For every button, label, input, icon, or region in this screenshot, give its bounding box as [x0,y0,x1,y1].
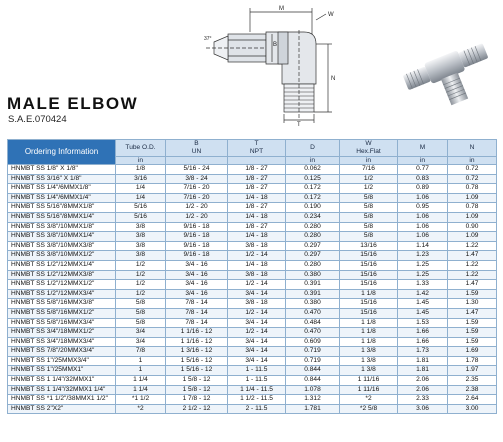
tube-od-cell: 5/8 [116,308,166,318]
w-hex-cell: 15/16 [340,260,398,270]
ordering-code-cell: HNMBT SS 5/16"/8MMX1/4" [8,212,116,222]
tube-od-cell: 5/16 [116,212,166,222]
table-row [8,184,497,194]
t-thread-cell: 1 - 11.5 [228,366,286,376]
ordering-code-cell: HNMBT SS 1/2"/12MMX1/2" [8,280,116,290]
ordering-code-cell: HNMBT SS 7/8"/20MMX3/4" [8,347,116,357]
m-value-cell: 0.89 [398,184,448,194]
b-thread-cell: 3/4 - 16 [166,289,228,299]
m-value-cell: 1.45 [398,308,448,318]
ordering-code-cell: HNMBT SS 3/16" X 1/8" [8,174,116,184]
m-value-cell: 2.33 [398,395,448,405]
ordering-code-cell: HNMBT SS 1/2"/12MMX3/8" [8,270,116,280]
w-hex-cell: 1 1/8 [340,328,398,338]
b-thread-cell: 3/4 - 16 [166,260,228,270]
b-thread-cell: 3/4 - 16 [166,270,228,280]
d-value-cell: 0.297 [286,251,340,261]
header-row [8,140,497,157]
t-thread-cell: 3/4 - 14 [228,318,286,328]
ordering-code-cell: HNMBT SS 5/16"/8MMX1/8" [8,203,116,213]
n-value-cell: 1.09 [448,212,497,222]
product-photo [398,22,498,118]
w-hex-cell: 5/8 [340,232,398,242]
tube-od-cell: 1/8 [116,165,166,175]
tube-od-cell: 1 1/4 [116,376,166,386]
n-value-cell: 1.22 [448,241,497,251]
dim-t-label: T [297,122,301,126]
n-value-cell: 2.35 [448,376,497,386]
t-thread-cell: 1/2 - 14 [228,280,286,290]
unit-cell: in [340,157,398,165]
table-row [8,280,497,290]
tube-od-cell: 3/8 [116,241,166,251]
n-value-cell: 2.38 [448,385,497,395]
m-value-cell: 1.14 [398,241,448,251]
spec-table [7,139,497,414]
d-value-cell: 0.172 [286,193,340,203]
tube-od-cell: 5/8 [116,318,166,328]
dim-m-label: M [279,6,284,12]
tube-od-cell: 1/2 [116,280,166,290]
m-value-cell: 0.95 [398,203,448,213]
w-hex-cell: 1 3/8 [340,347,398,357]
table-row [8,241,497,251]
t-thread-cell: 2 - 11.5 [228,404,286,414]
b-thread-cell: 7/8 - 14 [166,308,228,318]
n-value-cell: 0.72 [448,174,497,184]
d-value-cell: 0.470 [286,308,340,318]
w-hex-cell: 15/16 [340,251,398,261]
tube-od-cell: 5/8 [116,299,166,309]
product-title: MALE ELBOW [7,94,139,113]
ordering-code-cell: HNMBT SS 3/8"/10MMX3/8" [8,241,116,251]
table-row [8,212,497,222]
d-value-cell: 0.280 [286,222,340,232]
dim-b-label: B [273,42,278,48]
b-thread-cell: 1 1/16 - 12 [166,328,228,338]
b-thread-cell: 1 5/16 - 12 [166,356,228,366]
ordering-code-cell: HNMBT SS 1/8" X 1/8" [8,165,116,175]
unit-cell [166,157,228,165]
table-row [8,404,497,414]
b-thread-cell: 9/16 - 18 [166,222,228,232]
table-row [8,193,497,203]
ordering-code-cell: HNMBT SS 3/8"/10MMX1/4" [8,232,116,242]
w-hex-cell: 5/8 [340,222,398,232]
table-row [8,318,497,328]
t-thread-cell: 3/4 - 14 [228,356,286,366]
n-value-cell: 1.59 [448,318,497,328]
t-thread-cell: 1/8 - 27 [228,184,286,194]
n-value-cell: 1.22 [448,260,497,270]
n-value-cell: 1.78 [448,356,497,366]
b-thread-cell: 1/2 - 20 [166,212,228,222]
tube-od-cell: 3/8 [116,232,166,242]
m-value-cell: 1.06 [398,212,448,222]
t-thread-cell: 1 - 11.5 [228,376,286,386]
w-hex-cell: 1/2 [340,184,398,194]
t-thread-cell: 3/8 - 18 [228,299,286,309]
d-value-cell: 0.297 [286,241,340,251]
ordering-code-cell: HNMBT SS 3/8"/10MMX1/8" [8,222,116,232]
elbow-technical-drawing [200,2,378,126]
unit-cell: in [448,157,497,165]
ordering-code-cell: HNMBT SS 1/4"/6MMX1/4" [8,193,116,203]
ordering-code-cell: HNMBT SS 1 1/4"/32MMX1" [8,376,116,386]
d-value-cell: 0.125 [286,174,340,184]
w-hex-cell: 1 3/8 [340,366,398,376]
w-hex-cell: *2 [340,395,398,405]
d-value-cell: 0.190 [286,203,340,213]
d-value-cell: 1.078 [286,385,340,395]
m-value-cell: 1.23 [398,251,448,261]
header-w: W Hex.Flat [340,140,398,157]
d-value-cell: 0.280 [286,260,340,270]
tube-od-cell: 1/4 [116,193,166,203]
t-thread-cell: 3/4 - 14 [228,289,286,299]
w-hex-cell: 15/16 [340,280,398,290]
header-ordering: Ordering Information [8,140,116,165]
ordering-code-cell: HNMBT SS 1/2"/12MMX1/4" [8,260,116,270]
b-thread-cell: 7/16 - 20 [166,184,228,194]
n-value-cell: 1.30 [448,299,497,309]
ordering-code-cell: HNMBT SS 5/8"/16MMX1/2" [8,308,116,318]
w-hex-cell: 1 1/8 [340,337,398,347]
table-row [8,376,497,386]
unit-cell: in [286,157,340,165]
d-value-cell: 1.312 [286,395,340,405]
n-value-cell: 0.90 [448,222,497,232]
tube-od-cell: 5/16 [116,203,166,213]
w-hex-cell: 13/16 [340,241,398,251]
t-thread-cell: 1/8 - 27 [228,203,286,213]
t-thread-cell: 1/4 - 18 [228,193,286,203]
d-value-cell: 0.062 [286,165,340,175]
d-value-cell: 0.391 [286,289,340,299]
m-value-cell: 1.33 [398,280,448,290]
n-value-cell: 1.97 [448,366,497,376]
t-thread-cell: 1/4 - 18 [228,212,286,222]
tube-od-cell: 3/8 [116,251,166,261]
header-tube-od: Tube O.D. [116,140,166,157]
header-t: T NPT [228,140,286,157]
table-row [8,356,497,366]
w-hex-cell: *2 5/8 [340,404,398,414]
product-code: S.A.E.070424 [8,114,67,125]
w-hex-cell: 1/2 [340,174,398,184]
ordering-code-cell: HNMBT SS 3/4"/18MMX3/4" [8,337,116,347]
t-thread-cell: 1/8 - 27 [228,222,286,232]
w-hex-cell: 5/8 [340,193,398,203]
tube-od-cell: 7/8 [116,347,166,357]
m-value-cell: 1.81 [398,366,448,376]
m-value-cell: 1.66 [398,337,448,347]
ordering-code-cell: HNMBT SS 5/8"/16MMX3/4" [8,318,116,328]
m-value-cell: 1.45 [398,299,448,309]
n-value-cell: 1.47 [448,251,497,261]
table-row [8,174,497,184]
b-thread-cell: 1 1/16 - 12 [166,337,228,347]
t-thread-cell: 1/8 - 27 [228,165,286,175]
m-value-cell: 1.42 [398,289,448,299]
ordering-code-cell: HNMBT SS 1/4"/6MMX1/8" [8,184,116,194]
d-value-cell: 0.391 [286,280,340,290]
header-m: M [398,140,448,157]
unit-cell: in [398,157,448,165]
w-hex-cell: 15/16 [340,299,398,309]
d-value-cell: 0.280 [286,232,340,242]
w-hex-cell: 1 11/16 [340,385,398,395]
t-thread-cell: 3/8 - 18 [228,270,286,280]
m-value-cell: 0.83 [398,174,448,184]
n-value-cell: 1.69 [448,347,497,357]
m-value-cell: 1.81 [398,356,448,366]
b-thread-cell: 7/8 - 14 [166,318,228,328]
b-thread-cell: 3/8 - 24 [166,174,228,184]
b-thread-cell: 3/4 - 16 [166,280,228,290]
t-thread-cell: 1/8 - 27 [228,174,286,184]
w-hex-cell: 15/16 [340,270,398,280]
ordering-code-cell: HNMBT SS 1"/25MMX3/4" [8,356,116,366]
table-row [8,337,497,347]
table-row [8,308,497,318]
m-value-cell: 1.06 [398,232,448,242]
ordering-code-cell: HNMBT SS 2"X2" [8,404,116,414]
b-thread-cell: 9/16 - 18 [166,251,228,261]
b-thread-cell: 5/16 - 24 [166,165,228,175]
tube-od-cell: 3/16 [116,174,166,184]
table-row [8,203,497,213]
tube-od-cell: 1 1/4 [116,385,166,395]
tube-od-cell: 1 [116,366,166,376]
ordering-code-cell: HNMBT SS 3/4"/18MMX1/2" [8,328,116,338]
table-row [8,251,497,261]
m-value-cell: 1.66 [398,328,448,338]
table-row [8,385,497,395]
tube-od-cell: 3/8 [116,222,166,232]
n-value-cell: 1.09 [448,193,497,203]
tube-od-cell: *2 [116,404,166,414]
ordering-code-cell: HNMBT SS *1 1/2"/38MMX1 1/2" [8,395,116,405]
w-hex-cell: 15/16 [340,308,398,318]
n-value-cell: 1.22 [448,270,497,280]
n-value-cell: 1.59 [448,328,497,338]
tube-od-cell: 1/2 [116,270,166,280]
m-value-cell: 1.73 [398,347,448,357]
t-thread-cell: 1 1/4 - 11.5 [228,385,286,395]
dim-w-label: W [328,12,334,18]
n-value-cell: 3.00 [448,404,497,414]
d-value-cell: 0.719 [286,347,340,357]
n-value-cell: 1.47 [448,280,497,290]
w-hex-cell: 1 11/16 [340,376,398,386]
d-value-cell: 1.781 [286,404,340,414]
header-n: N [448,140,497,157]
t-thread-cell: 1/2 - 14 [228,308,286,318]
m-value-cell: 1.06 [398,193,448,203]
w-hex-cell: 1 1/8 [340,289,398,299]
m-value-cell: 3.06 [398,404,448,414]
ordering-code-cell: HNMBT SS 1"/25MMX1" [8,366,116,376]
m-value-cell: 1.53 [398,318,448,328]
d-value-cell: 0.380 [286,299,340,309]
w-hex-cell: 5/8 [340,203,398,213]
m-value-cell: 1.06 [398,222,448,232]
tube-od-cell: 1/2 [116,260,166,270]
table-row [8,299,497,309]
w-hex-cell: 5/8 [340,212,398,222]
t-thread-cell: 3/8 - 18 [228,241,286,251]
tube-od-cell: 1/2 [116,289,166,299]
table-row [8,232,497,242]
table-row [8,366,497,376]
table-row [8,395,497,405]
n-value-cell: 1.59 [448,289,497,299]
t-thread-cell: 1/2 - 14 [228,328,286,338]
m-value-cell: 0.77 [398,165,448,175]
unit-cell [228,157,286,165]
b-thread-cell: 1 5/8 - 12 [166,385,228,395]
dim-angle-label: 37° [204,36,212,42]
table-row [8,328,497,338]
ordering-code-cell: HNMBT SS 3/8"/10MMX1/2" [8,251,116,261]
b-thread-cell: 7/16 - 20 [166,193,228,203]
d-value-cell: 0.484 [286,318,340,328]
d-value-cell: 0.234 [286,212,340,222]
table-row [8,165,497,175]
b-thread-cell: 9/16 - 18 [166,241,228,251]
t-thread-cell: 1/4 - 18 [228,232,286,242]
n-value-cell: 1.59 [448,337,497,347]
tube-od-cell: 1/4 [116,184,166,194]
table-row [8,260,497,270]
d-value-cell: 0.844 [286,366,340,376]
table-row [8,289,497,299]
n-value-cell: 0.78 [448,203,497,213]
spec-table-body [8,165,497,414]
n-value-cell: 0.78 [448,184,497,194]
tube-od-cell: 1 [116,356,166,366]
tube-od-cell: *1 1/2 [116,395,166,405]
b-thread-cell: 7/8 - 14 [166,299,228,309]
table-row [8,270,497,280]
n-value-cell: 1.47 [448,308,497,318]
t-thread-cell: 1/2 - 14 [228,251,286,261]
m-value-cell: 1.25 [398,260,448,270]
ordering-code-cell: HNMBT SS 1/2"/12MMX3/4" [8,289,116,299]
b-thread-cell: 1/2 - 20 [166,203,228,213]
unit-cell: in [116,157,166,165]
b-thread-cell: 2 1/2 - 12 [166,404,228,414]
n-value-cell: 0.72 [448,165,497,175]
ordering-code-cell: HNMBT SS 1 1/4"/32MMX1 1/4" [8,385,116,395]
b-thread-cell: 1 5/16 - 12 [166,366,228,376]
t-thread-cell: 3/4 - 14 [228,347,286,357]
m-value-cell: 2.06 [398,385,448,395]
d-value-cell: 0.609 [286,337,340,347]
t-thread-cell: 1 1/2 - 11.5 [228,395,286,405]
table-row [8,222,497,232]
b-thread-cell: 1 3/16 - 12 [166,347,228,357]
dim-n-label: N [331,76,336,82]
d-value-cell: 0.380 [286,270,340,280]
table-row [8,347,497,357]
n-value-cell: 2.64 [448,395,497,405]
b-thread-cell: 1 5/8 - 12 [166,376,228,386]
t-thread-cell: 3/4 - 14 [228,337,286,347]
n-value-cell: 1.09 [448,232,497,242]
header-b: B UN [166,140,228,157]
b-thread-cell: 1 7/8 - 12 [166,395,228,405]
t-thread-cell: 1/4 - 18 [228,260,286,270]
m-value-cell: 1.25 [398,270,448,280]
d-value-cell: 0.844 [286,376,340,386]
header-d: D [286,140,340,157]
ordering-code-cell: HNMBT SS 5/8"/16MMX3/8" [8,299,116,309]
d-value-cell: 0.719 [286,356,340,366]
d-value-cell: 0.172 [286,184,340,194]
tube-od-cell: 3/4 [116,337,166,347]
tube-od-cell: 3/4 [116,328,166,338]
w-hex-cell: 1 3/8 [340,356,398,366]
w-hex-cell: 1 1/8 [340,318,398,328]
d-value-cell: 0.470 [286,328,340,338]
m-value-cell: 2.06 [398,376,448,386]
b-thread-cell: 9/16 - 18 [166,232,228,242]
w-hex-cell: 7/16 [340,165,398,175]
